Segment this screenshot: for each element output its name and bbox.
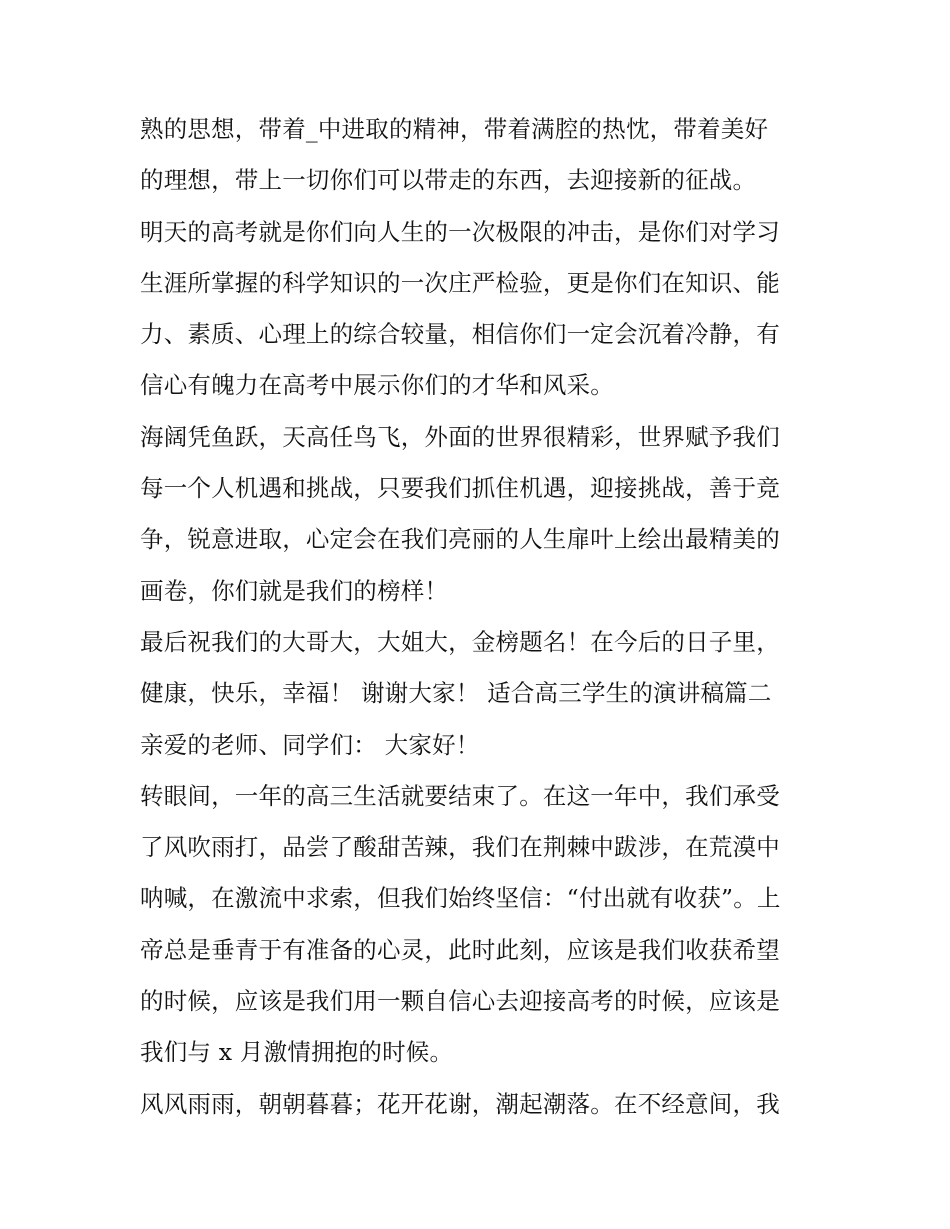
text-line: 转眼间，一年的高三生活就要结束了。在这一年中，我们承受 [140,781,780,810]
text-line: 力、素质、心理上的综合较量，相信你们一定会沉着冷静，有 [140,320,780,349]
text-line: 呐喊，在激流中求索，但我们始终坚信：“付出就有收获”。上 [140,884,781,913]
text-line: 信心有魄力在高考中展示你们的才华和风采。 [140,371,614,400]
text-line: 明天的高考就是你们向人生的一次极限的冲击，是你们对学习 [140,217,780,246]
text-line: 帝总是垂青于有准备的心灵，此时此刻，应该是我们收获希望 [140,935,780,964]
text-line: 风风雨雨，朝朝暮暮；花开花谢，潮起潮落。在不经意间，我 [140,1089,780,1118]
text-line: 健康，快乐，幸福！ 谢谢大家！ 适合高三学生的演讲稿篇二 [140,679,772,708]
text-line: 熟的思想，带着_中进取的精神，带着满腔的热忱，带着美好 [140,115,769,143]
text-line: 亲爱的老师、同学们： 大家好！ [140,730,480,759]
text-line: 最后祝我们的大哥大，大姐大，金榜题名！在今后的日子里， [140,627,780,656]
text-line: 的理想，带上一切你们可以带走的东西，去迎接新的征战。 [140,166,757,195]
text-line: 画卷，你们就是我们的榜样！ [140,576,449,605]
text-line: 的时候，应该是我们用一颗自信心去迎接高考的时候，应该是 [140,987,780,1016]
text-line: 生涯所掌握的科学知识的一次庄严检验，更是你们在知识、能 [140,268,780,297]
text-line: 争，锐意进取，心定会在我们亮丽的人生扉叶上绘出最精美的 [140,525,780,554]
text-line: 海阔凭鱼跃，天高任鸟飞，外面的世界很精彩，世界赋予我们 [140,422,780,451]
text-line: 每一个人机遇和挑战，只要我们抓住机遇，迎接挑战，善于竞 [140,474,780,503]
text-line: 我们与 x 月激情拥抱的时候。 [140,1038,454,1067]
text-line: 了风吹雨打，品尝了酸甜苦辣，我们在荆棘中跋涉，在荒漠中 [140,833,780,862]
body-text [140,104,820,1130]
